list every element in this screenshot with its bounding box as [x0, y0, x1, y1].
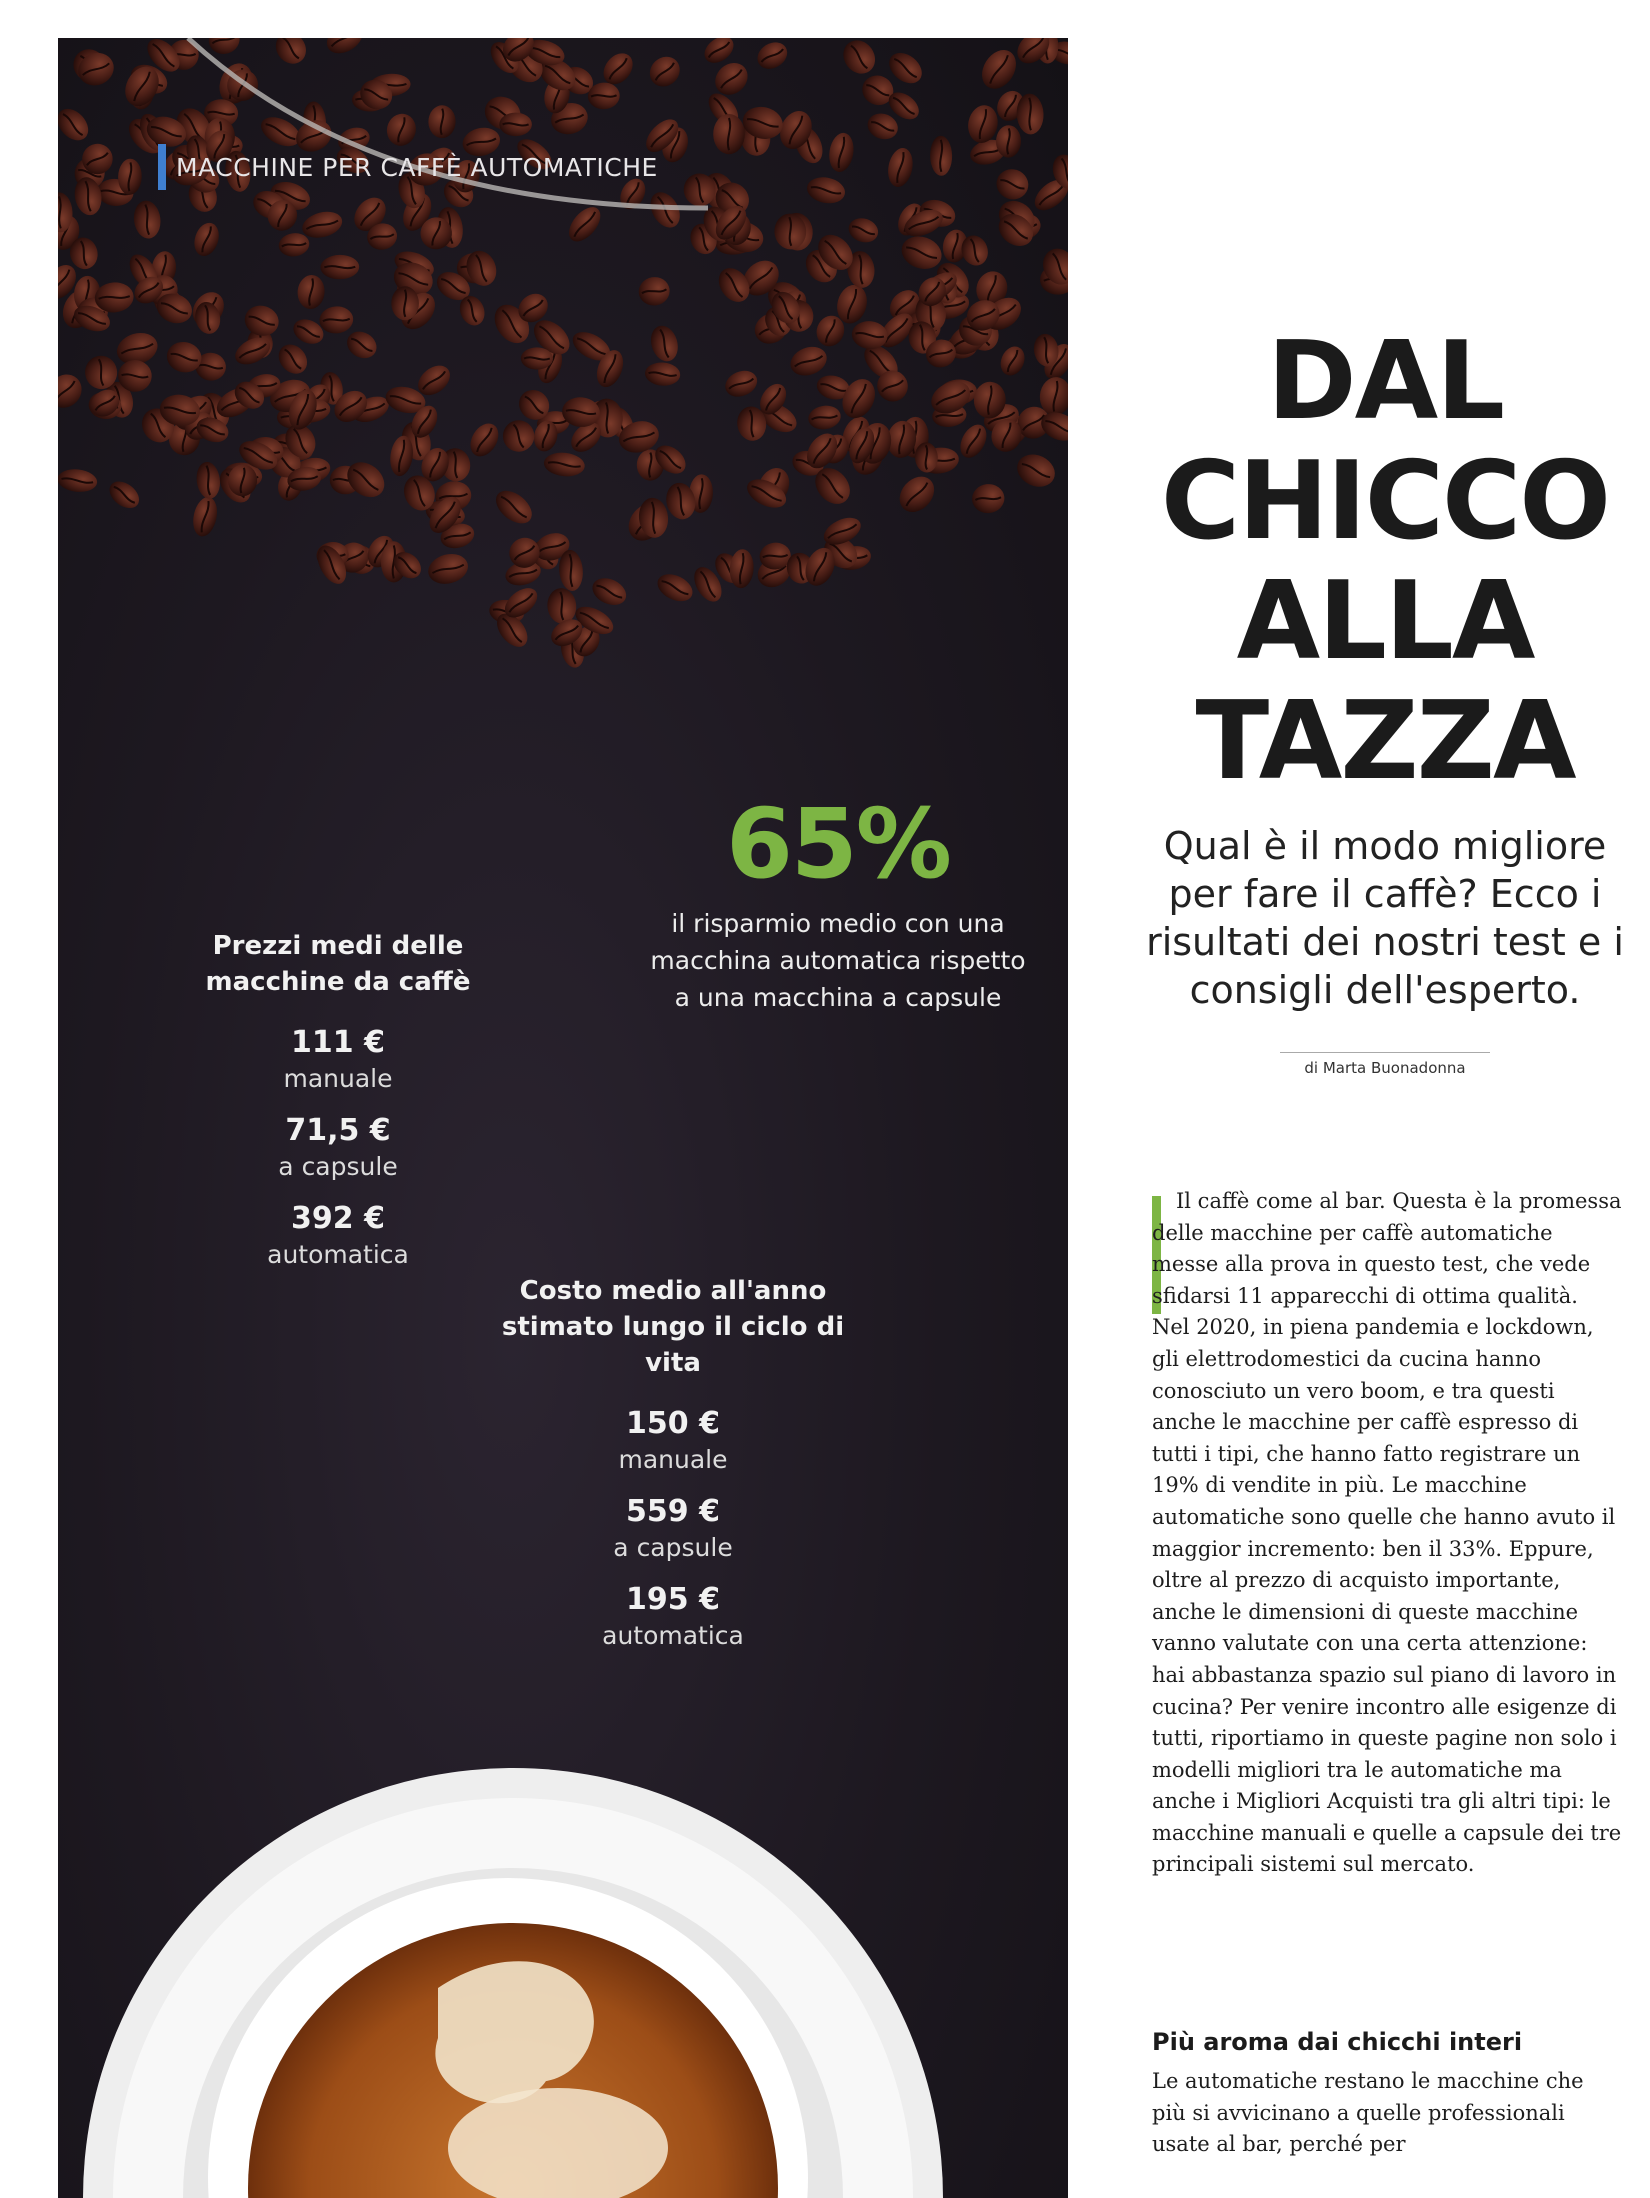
coffee-bean — [805, 174, 848, 206]
coffee-bean — [342, 326, 381, 363]
coffee-bean — [428, 105, 456, 138]
coffee-bean — [1012, 448, 1060, 492]
price-label: manuale — [283, 1064, 393, 1093]
price-value: 111 € — [291, 1025, 385, 1060]
coffee-bean — [499, 113, 532, 137]
coffee-bean — [320, 255, 359, 280]
coffee-bean — [340, 455, 391, 504]
coffee-bean — [864, 109, 901, 143]
coffee-bean — [58, 467, 98, 493]
coffee-bean — [846, 215, 882, 247]
cost-value: 195 € — [626, 1582, 720, 1617]
article-subtitle: Qual è il modo migliore per fare il caffè? Ecco i risultati dei nostri test e i consigli dell'esperto. — [1146, 824, 1624, 1012]
coffee-bean — [965, 103, 1001, 146]
cost-label: a capsule — [613, 1533, 733, 1562]
price-value: 71,5 € — [285, 1113, 391, 1148]
price-label: a capsule — [278, 1152, 398, 1181]
cost-label: automatica — [602, 1621, 744, 1650]
coffee-bean — [827, 131, 857, 174]
coffee-bean — [893, 470, 942, 519]
section-paragraph: Le automatiche restano le macchine che più si avvicinano a quelle professionali usate al bar, perché per — [1152, 2069, 1584, 2157]
coffee-bean — [425, 550, 472, 588]
coffee-bean — [521, 347, 553, 369]
coffee-bean — [318, 305, 354, 335]
coffee-bean — [195, 461, 223, 501]
cost-item — [473, 1491, 873, 1563]
coffee-bean — [713, 114, 745, 154]
section-heading: Più aroma dai chicchi interi — [1152, 2028, 1523, 2056]
average-prices-title: Prezzi medi delle macchine da caffè — [205, 931, 471, 997]
coffee-bean — [837, 38, 882, 80]
coffee-bean — [277, 231, 311, 258]
coffee-bean — [996, 343, 1029, 379]
coffee-bean — [653, 569, 697, 607]
coffee-bean — [885, 146, 916, 189]
coffee-bean — [132, 199, 163, 240]
cost-value: 150 € — [626, 1406, 720, 1441]
coffee-bean — [563, 201, 607, 247]
section-tag — [158, 144, 658, 190]
coffee-bean — [490, 484, 538, 530]
average-prices-block — [158, 928, 518, 1286]
cost-item — [473, 1403, 873, 1475]
coffee-cup — [83, 1768, 943, 2198]
coffee-bean — [644, 51, 686, 93]
coffee-bean — [637, 275, 672, 308]
coffee-bean — [786, 342, 831, 381]
coffee-bean — [273, 339, 313, 380]
coffee-bean — [58, 103, 94, 147]
article-body — [1152, 1186, 1622, 1881]
coffee-bean — [543, 451, 586, 479]
coffee-bean — [753, 38, 792, 74]
coffee-bean — [992, 165, 1032, 204]
section-tag-bar — [158, 144, 166, 190]
cost-item — [473, 1579, 873, 1651]
coffee-beans — [58, 38, 1068, 670]
coffee-bean — [546, 587, 578, 625]
section-tag-text: MACCHINE PER CAFFÈ AUTOMATICHE — [176, 152, 658, 182]
price-item — [158, 1198, 518, 1270]
coffee-bean — [190, 495, 221, 539]
coffee-bean — [465, 418, 504, 461]
coffee-bean — [588, 573, 630, 610]
coffee-bean — [498, 415, 539, 456]
cost-label: manuale — [618, 1445, 728, 1474]
coffee-bean — [299, 208, 345, 242]
headline-line: CHICCO — [1160, 439, 1610, 564]
coffee-bean — [971, 482, 1006, 514]
body-paragraph: Il caffè come al bar. Questa è la promessa delle macchine per caffè automatiche messe alla prova in questo test, che vede sfidarsi 11 apparecchi di ottima qualità. Nel 2020, in piena pandemia e lockdown, gli elettrodomestici da cucina hanno conosciuto un vero boom, e tra questi anche le macchine per caffè espresso di tutti i tipi, che hanno fatto registrare un 19% di vendite in più. Le macchine automatiche sono quelle che hanno avuto il maggior incremento: ben il 33%. Eppure, oltre al prezzo di acquisto importante, anche le dimensioni di queste macchine vanno valutate con una certa attenzione: hai abbastanza spazio sul piano di lavoro in cucina? Per venire incontro alle esigenze di tutti, riportiamo in queste pagine non solo i modelli migliori tra le automatiche ma anche i Migliori Acquisti tra gli altri tipi: le macchine manuali e quelle a capsule dei tre principali sistemi sul mercato. — [1152, 1189, 1622, 1877]
price-label: automatica — [267, 1240, 409, 1269]
coffee-bean — [975, 44, 1023, 95]
annual-costs-title: Costo medio all'anno stimato lungo il ciclo di vita — [501, 1276, 845, 1378]
coffee-bean — [644, 361, 681, 387]
coffee-bean — [296, 274, 326, 310]
coffee-bean — [721, 366, 761, 401]
byline: di Marta Buonadonna — [1280, 1052, 1490, 1077]
coffee-bean — [58, 368, 88, 415]
coffee-bean — [241, 301, 282, 339]
price-value: 392 € — [291, 1201, 385, 1236]
savings-percentage: 65% — [726, 788, 950, 900]
headline-line: DAL — [1266, 319, 1504, 444]
annual-costs-block — [473, 1273, 873, 1667]
coffee-bean — [321, 38, 368, 60]
coffee-bean — [930, 136, 953, 176]
coffee-bean — [190, 220, 223, 260]
article-headline — [1140, 319, 1630, 804]
photo-panel — [58, 38, 1068, 2198]
headline-line: TAZZA — [1195, 679, 1575, 804]
savings-description: il risparmio medio con una macchina automatica rispetto a una macchina a capsule — [650, 909, 1026, 1012]
price-item — [158, 1022, 518, 1094]
headline-line: ALLA — [1236, 559, 1534, 684]
price-item — [158, 1110, 518, 1182]
coffee-bean — [105, 476, 145, 513]
coffee-bean — [807, 403, 843, 431]
coffee-bean — [850, 319, 889, 350]
coffee-bean — [647, 322, 682, 364]
cost-value: 559 € — [626, 1494, 720, 1529]
coffee-bean — [270, 38, 313, 70]
